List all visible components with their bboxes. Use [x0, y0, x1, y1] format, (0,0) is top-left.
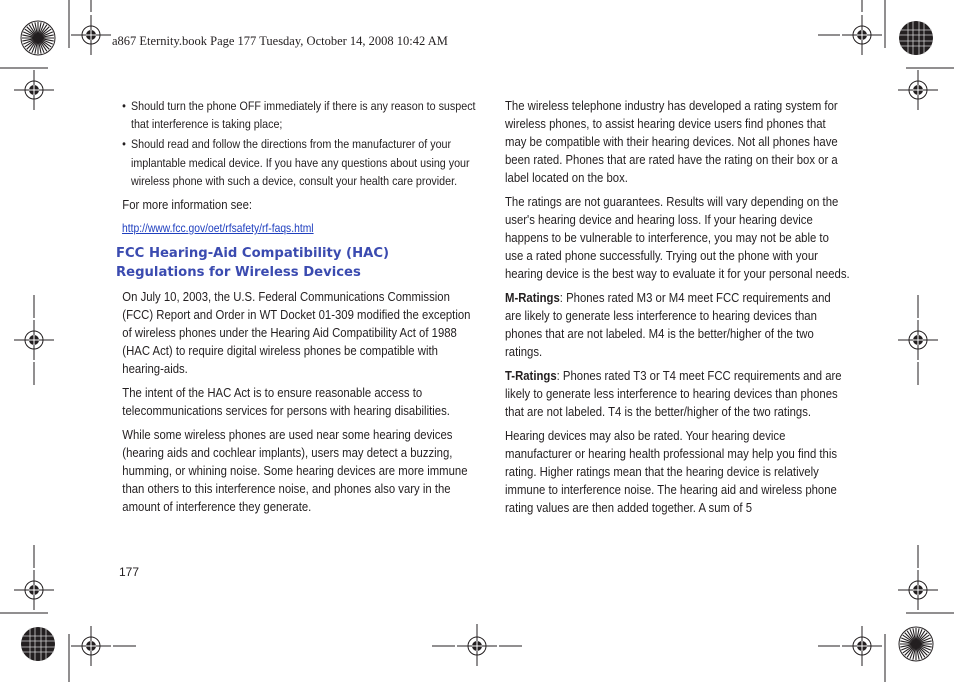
right-column	[505, 97, 850, 523]
body-paragraph: On July 10, 2003, the U.S. Federal Communications Commission (FCC) Report and Order in WT Docket 01-309 modified the exception of wireless phones under the Hearing Aid Compatibility Act of 1988 (HAC Act) to require digital wireless phones be compatible with hearing-aids.	[122, 290, 471, 377]
section-heading: FCC Hearing-Aid Compatibility (HAC) Regulations for Wireless Devices	[116, 246, 390, 281]
print-slug: a867 Eternity.book Page 177 Tuesday, October 14, 2008 10:42 AM	[112, 34, 448, 48]
body-paragraph: The ratings are not guarantees. Results will vary depending on the user's hearing device and hearing loss. If your hearing device happens to be vulnerable to interference, you may not be able to use a rated phone successfully. Trying out the phone with your hearing device is the best way to evaluate it for your personal needs.	[505, 195, 850, 281]
bullet-item: • Should read and follow the directions from the manufacturer of your implantable medical device. If you have any questions about using your wireless phone with such a device, consult your health care provider.	[116, 135, 483, 190]
body-paragraph: The wireless telephone industry has developed a rating system for wireless phones, to assist hearing device users find phones that may be compatible with their hearing devices. Not all phones have been rated. Phones that are rated have the rating on their box or a label located on the box.	[505, 99, 838, 185]
more-info-text: For more information see:	[122, 198, 253, 213]
m-ratings-paragraph	[505, 289, 850, 361]
bullet-list	[116, 97, 476, 190]
t-ratings-term: T-Ratings	[505, 369, 557, 383]
body-paragraph: Hearing devices may also be rated. Your hearing device manufacturer or hearing health professional may help you find this rating. Higher ratings mean that the hearing device is relatively immune to interference noise. The hearing aid and wireless phone rating values are then added together. A sum of 5	[505, 429, 838, 515]
bullet-item: • Should turn the phone OFF immediately if there is any reason to suspect that interference is taking place;	[116, 97, 483, 133]
page-number: 177	[119, 565, 140, 579]
left-column	[116, 97, 476, 522]
m-ratings-text: : Phones rated M3 or M4 meet FCC requirements and are likely to generate less interference to hearing devices than phones that are not labeled. M4 is the better/higher of the two ratings.	[505, 291, 831, 359]
m-ratings-term: M-Ratings	[505, 291, 560, 305]
t-ratings-paragraph	[505, 367, 850, 421]
t-ratings-text: : Phones rated T3 or T4 meet FCC requirements and are likely to generate less interference to hearing devices than phones that are not labeled. T4 is the better/higher of the two ratings.	[505, 369, 842, 419]
fcc-faq-link[interactable]: http://www.fcc.gov/oet/rfsafety/rf-faqs.html	[122, 221, 314, 236]
body-paragraph: The intent of the HAC Act is to ensure reasonable access to telecommunications services for persons with hearing disabilities.	[122, 386, 450, 419]
body-paragraph: While some wireless phones are used near some hearing devices (hearing aids and cochlear implants), users may detect a buzzing, humming, or whining noise. Some hearing devices are more immune than others to this interference noise, and phones also vary in the amount of interference they generate.	[122, 428, 468, 515]
